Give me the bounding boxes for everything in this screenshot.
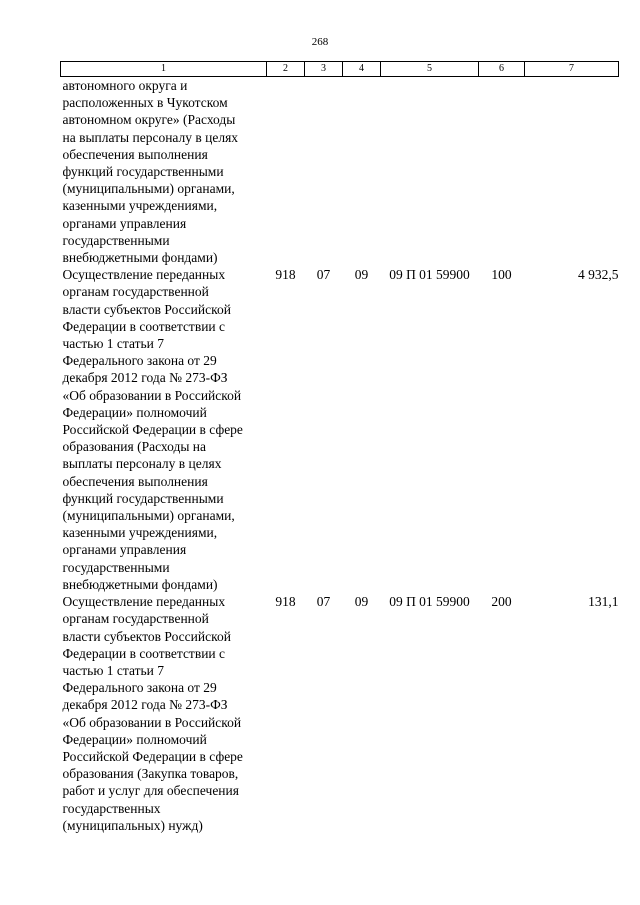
table-header	[61, 62, 619, 77]
row-ministry-code: 918	[275, 267, 296, 283]
row-ministry-code	[267, 77, 305, 267]
row-target-article: 09 П 01 59900	[389, 594, 470, 610]
table-row	[61, 77, 619, 267]
row-target-article	[381, 77, 479, 267]
header-row	[61, 62, 619, 77]
row-expense-type: 200	[491, 594, 512, 610]
header-col-1: 1	[61, 62, 267, 77]
header-col-7: 7	[525, 62, 619, 77]
row-description	[61, 593, 267, 834]
table-row	[61, 266, 619, 593]
row-expense-type: 100	[491, 267, 512, 283]
header-col-5: 5	[381, 62, 479, 77]
row-amount	[525, 77, 619, 267]
row-description	[61, 266, 267, 593]
description-text: Осуществление переданных органам государственной власти субъектов Российской Федерации в соответствии с частью 1 статьи 7 Федерального закона от 29 декабря 2012 года № 273-ФЗ «Об образовании в Российской Федерации» полномочий Российской Федерации в сфере образования (Закупка товаров, работ и услуг для обеспечения государственных (муниципальных) нужд)	[62, 594, 243, 833]
table-body	[61, 77, 619, 834]
row-expense-type	[479, 77, 525, 267]
row-ministry-code: 918	[275, 594, 296, 610]
table-row	[61, 593, 619, 834]
row-target-article: 09 П 01 59900	[389, 267, 470, 283]
header-col-2: 2	[267, 62, 305, 77]
row-subsection: 09	[354, 594, 369, 610]
budget-table	[60, 61, 619, 834]
description-text: Осуществление переданных органам государственной власти субъектов Российской Федерации в соответствии с частью 1 статьи 7 Федерального закона от 29 декабря 2012 года № 273-ФЗ «Об образовании в Российской Федерации» полномочий Российской Федерации в сфере образования (Расходы на выплаты персоналу в целях обеспечения выполнения функций государственными (муниципальными) органами, казенными учреждениями, органами управления государственными внебюджетными фондами)	[62, 267, 243, 592]
description-text: автономного округа и расположенных в Чукотском автономном округе» (Расходы на выплаты персоналу в целях обеспечения выполнения функций государственными (муниципальными) органами, казенными учреждениями, органами управления государственными внебюджетными фондами)	[62, 78, 239, 266]
row-section: 07	[316, 267, 331, 283]
row-subsection	[343, 77, 381, 267]
row-section: 07	[316, 594, 331, 610]
page-number: 268	[311, 36, 329, 48]
header-col-4: 4	[343, 62, 381, 77]
header-col-6: 6	[479, 62, 525, 77]
row-subsection: 09	[354, 267, 369, 283]
row-amount: 131,1	[588, 594, 619, 610]
row-section	[305, 77, 343, 267]
row-amount: 4 932,5	[578, 267, 619, 283]
header-col-3: 3	[305, 62, 343, 77]
row-description	[61, 77, 267, 267]
